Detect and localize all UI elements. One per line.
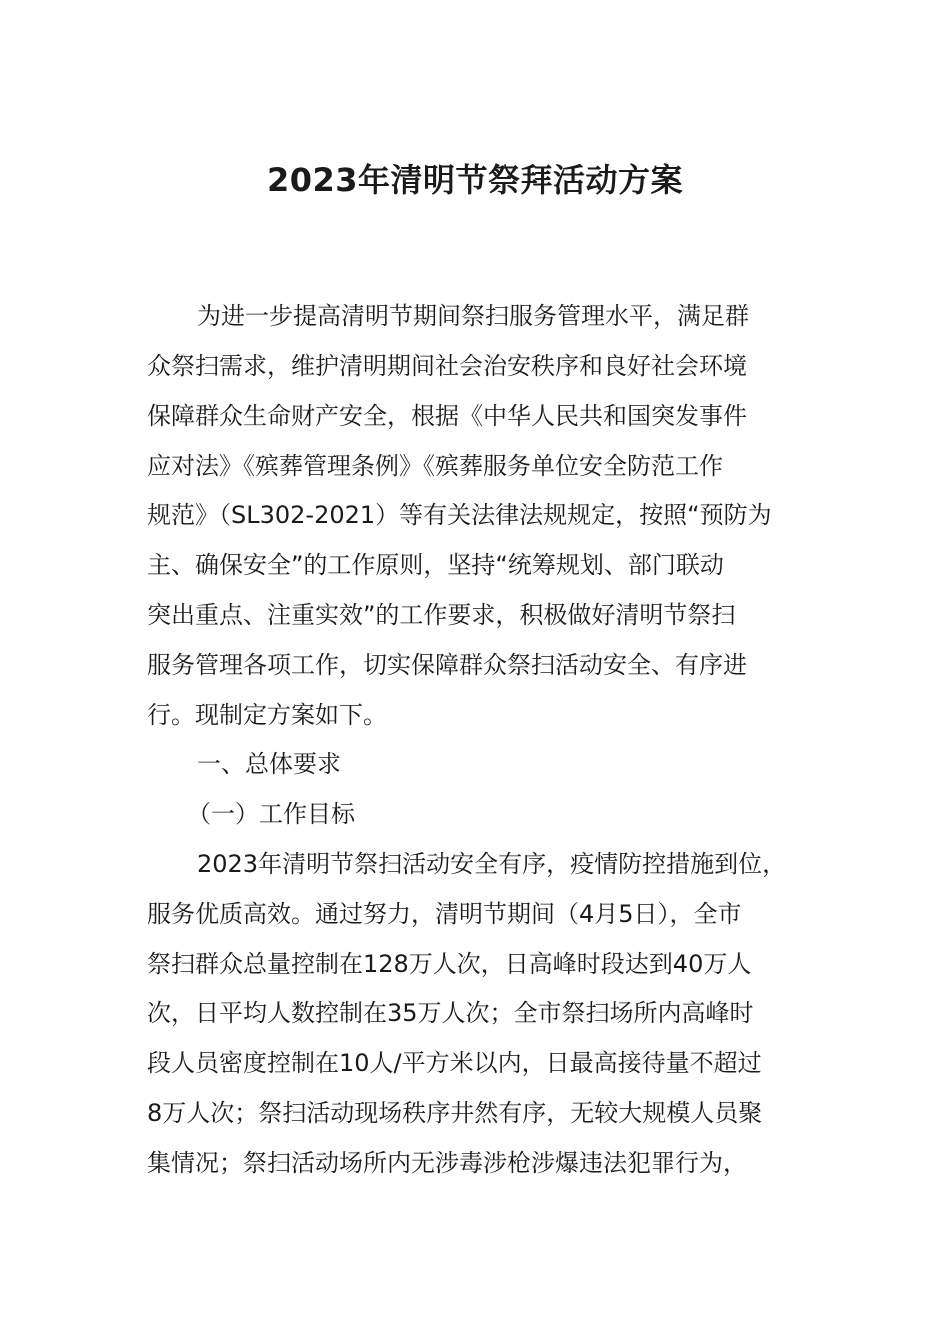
document-title: 2023年清明节祭拜活动方案	[266, 161, 684, 199]
paragraph-line: 应对法》《殡葬管理条例》《殡葬服务单位安全防范工作	[147, 452, 723, 480]
paragraph-line: 2023年清明节祭扫活动安全有序，疫情防控措施到位，	[197, 850, 787, 878]
paragraph-line: 突出重点、注重实效”的工作要求，积极做好清明节祭扫	[147, 601, 736, 629]
paragraph-line: 段人员密度控制在10人/平方米以内，日最高接待量不超过	[147, 1049, 762, 1077]
paragraph-line: 主、确保安全”的工作原则，坚持“统筹规划、部门联动	[147, 551, 724, 579]
paragraph-line: 规范》（SL302-2021）等有关法律法规规定，按照“预防为	[147, 501, 772, 529]
paragraph-line: 保障群众生命财产安全，根据《中华人民共和国突发事件	[147, 402, 747, 430]
paragraph-line: 服务优质高效。通过努力，清明节期间（4月5日），全市	[147, 900, 742, 928]
section-heading: 一、总体要求	[197, 750, 341, 778]
paragraph-line: 祭扫群众总量控制在128万人次，日高峰时段达到40万人	[147, 950, 752, 978]
paragraph-line: 服务管理各项工作，切实保障群众祭扫活动安全、有序进	[147, 651, 747, 679]
paragraph-line: 为进一步提高清明节期间祭扫服务管理水平，满足群	[197, 302, 749, 330]
paragraph-line: 众祭扫需求，维护清明期间社会治安秩序和良好社会环境	[147, 352, 747, 380]
paragraph-line: 行。现制定方案如下。	[147, 701, 387, 729]
subsection-heading: （一）工作目标	[187, 800, 355, 828]
paragraph-line: 8万人次；祭扫活动现场秩序井然有序，无较大规模人员聚	[147, 1099, 763, 1127]
paragraph-line: 集情况；祭扫活动场所内无涉毒涉枪涉爆违法犯罪行为，	[147, 1149, 747, 1177]
paragraph-line: 次，日平均人数控制在35万人次；全市祭扫场所内高峰时	[147, 999, 754, 1027]
